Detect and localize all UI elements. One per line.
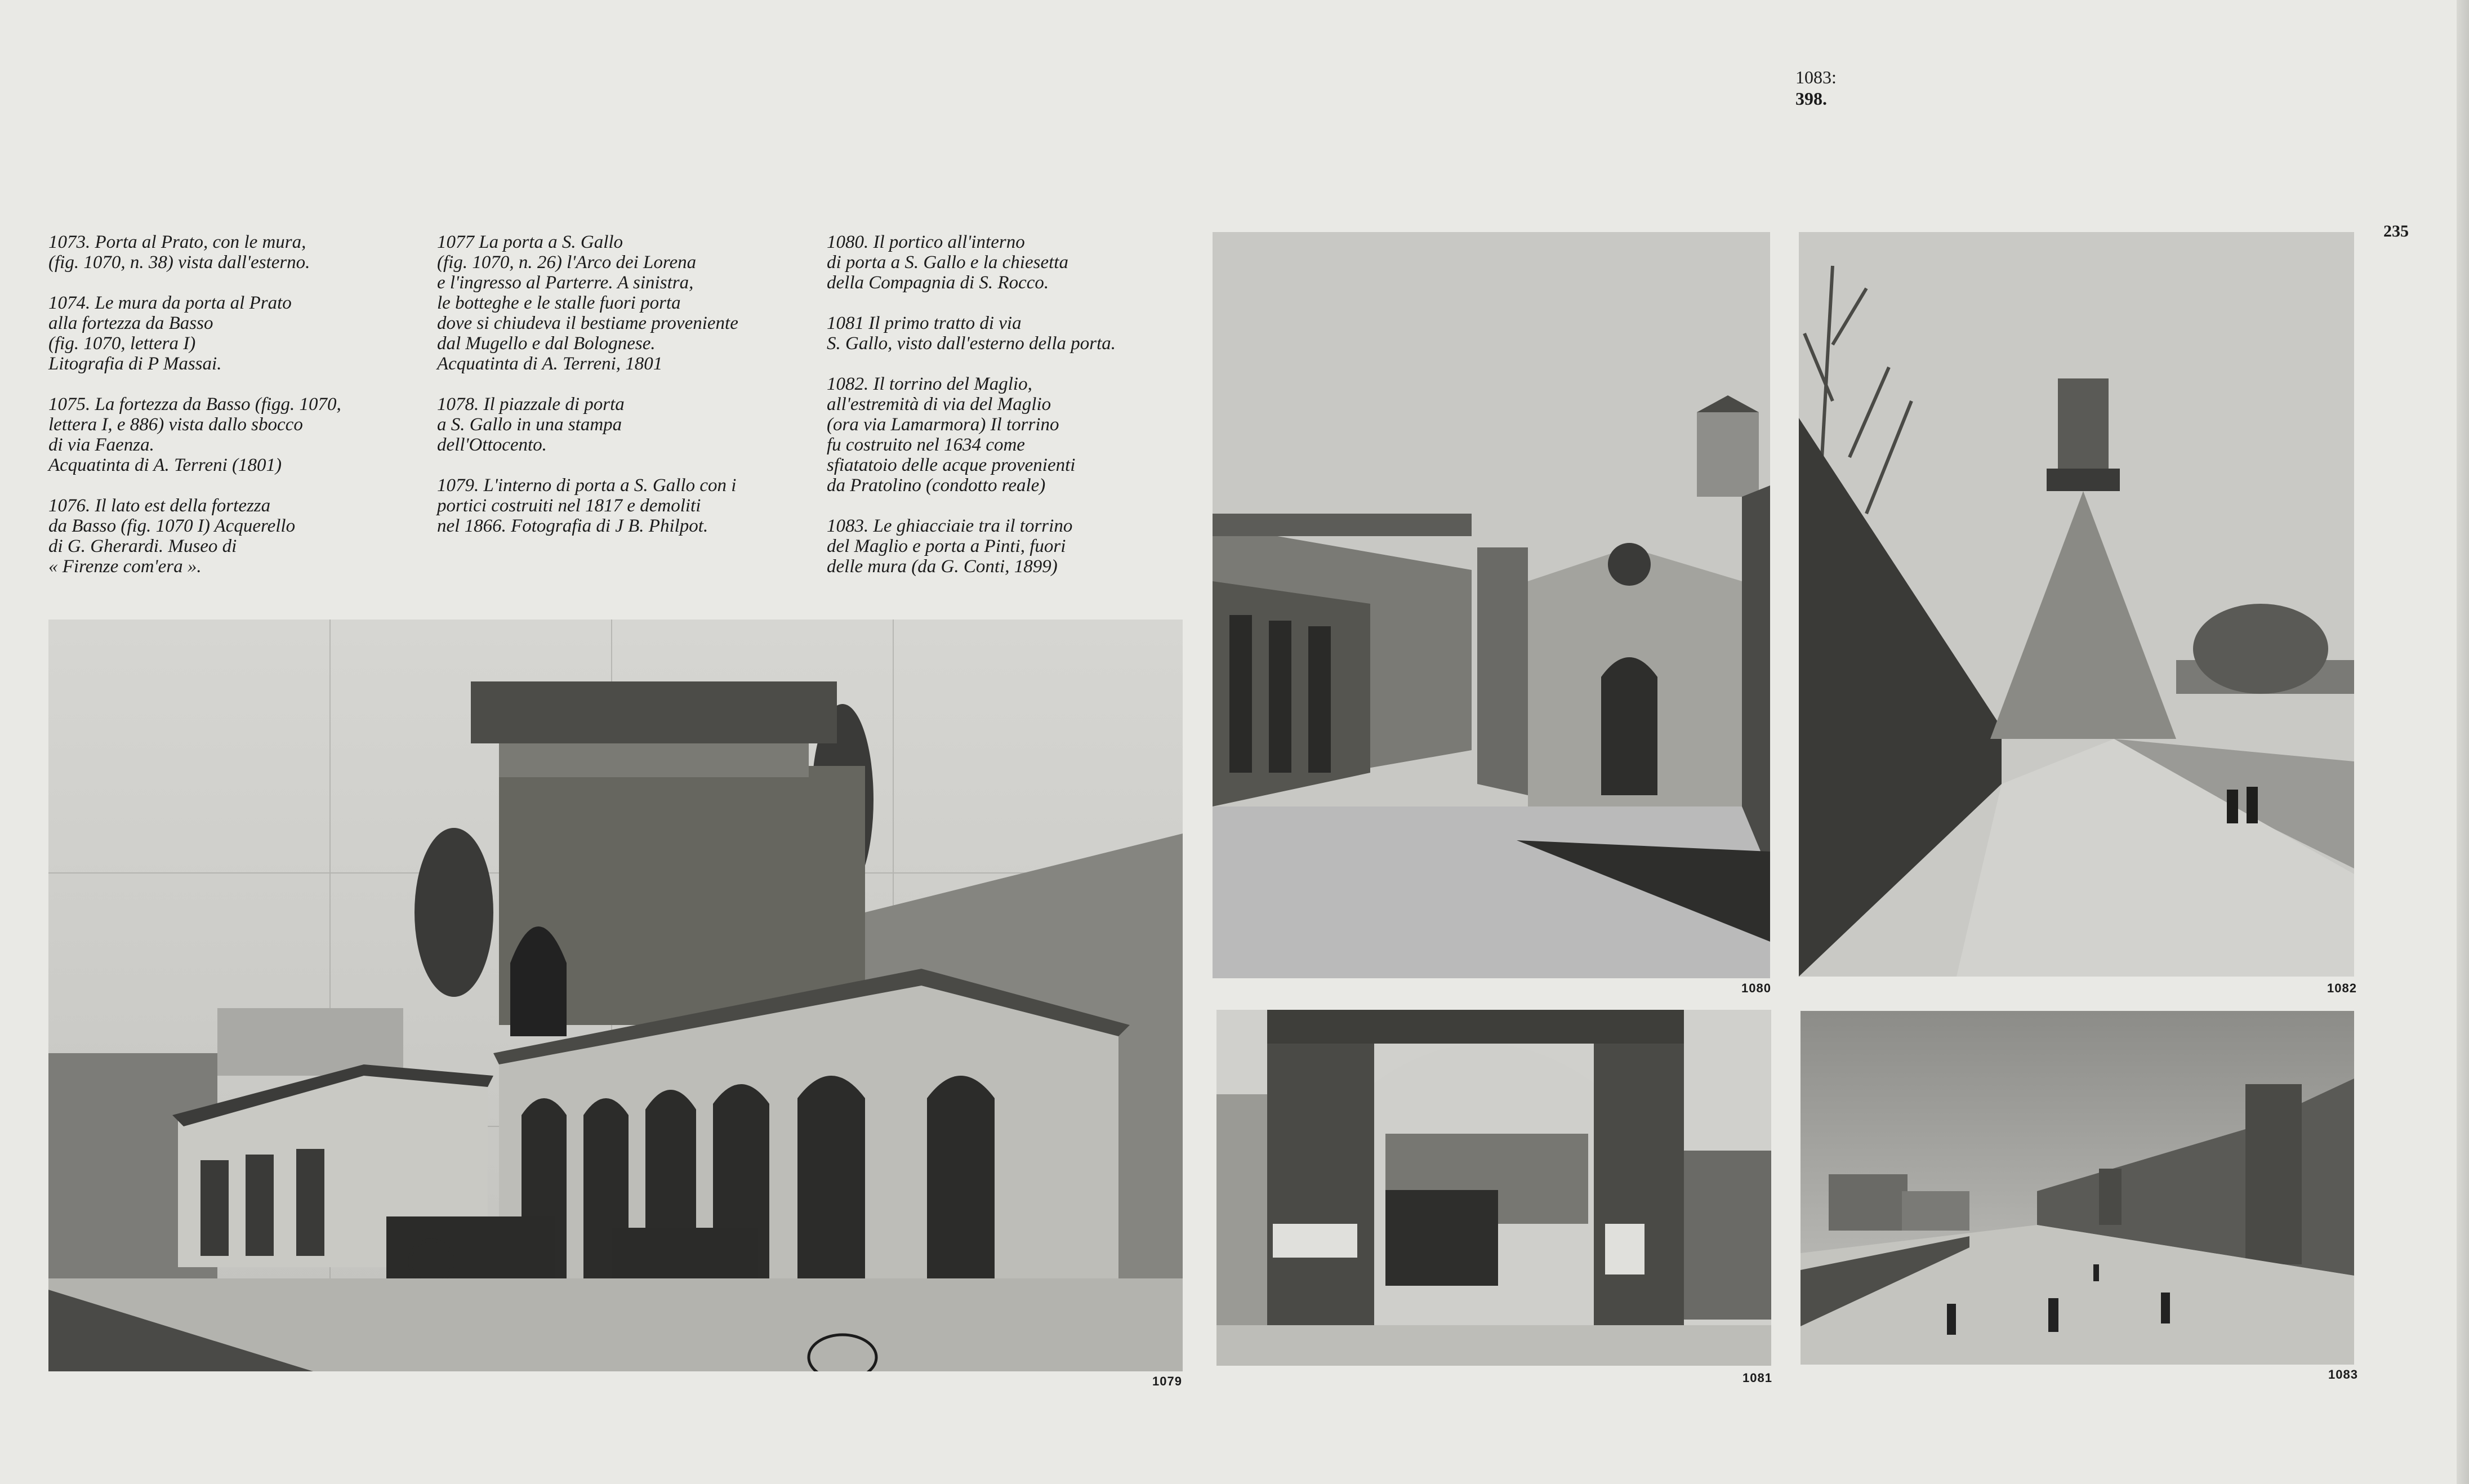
caption-1080: 1080. Il portico all'interno di porta a S. Gallo e la chiesetta della Compagnia di S. Rocco.: [827, 232, 1068, 293]
photo-1083: [1801, 1011, 2354, 1365]
figure-number-1080: 1080: [1741, 981, 1771, 995]
caption-column-1: [48, 232, 415, 597]
header-ref-line2: 398.: [1795, 88, 1827, 109]
photo-1080: [1213, 232, 1770, 978]
photo-1079: [48, 620, 1183, 1371]
caption-1073: 1073. Porta al Prato, con le mura, (fig. 1070, n. 38) vista dall'esterno.: [48, 232, 310, 273]
caption-1075: 1075. La fortezza da Basso (figg. 1070, lettera I, e 886) vista dallo sbocco di via Faenza. Acquatinta di A. Terreni (1801): [48, 394, 341, 475]
caption-1076: 1076. Il lato est della fortezza da Basso (fig. 1070 I) Acquerello di G. Gherardi. Museo di « Firenze com'era ».: [48, 496, 296, 577]
caption-1077: 1077 La porta a S. Gallo (fig. 1070, n. 26) l'Arco dei Lorena e l'ingresso al Parterre. A sinistra, le botteghe e le stalle fuori porta dove si chiudeva il bestiame proveniente dal Mugello e dal Bolognese. Acquatinta di A. Terreni, 1801: [437, 232, 738, 374]
page-edge: [2457, 0, 2469, 1484]
caption-column-2: [437, 232, 814, 556]
caption-1081: 1081 Il primo tratto di via S. Gallo, visto dall'esterno della porta.: [827, 313, 1116, 354]
photo-1081: [1216, 1010, 1771, 1366]
caption-1074: 1074. Le mura da porta al Prato alla fortezza da Basso (fig. 1070, lettera I) Litografia di P Massai.: [48, 293, 292, 374]
caption-1078: 1078. Il piazzale di porta a S. Gallo in una stampa dell'Ottocento.: [437, 394, 625, 455]
caption-1083: 1083. Le ghiacciaie tra il torrino del Maglio e porta a Pinti, fuori delle mura (da G. Conti, 1899): [827, 516, 1073, 577]
header-reference: [1795, 66, 1837, 109]
page-number: 235: [2383, 222, 2409, 240]
caption-1079: 1079. L'interno di porta a S. Gallo con i portici costruiti nel 1817 e demoliti nel 1866. Fotografia di J B. Philpot.: [437, 475, 737, 536]
caption-column-3: [827, 232, 1198, 597]
caption-1082: 1082. Il torrino del Maglio, all'estremità di via del Maglio (ora via Lamarmora) Il torrino fu costruito nel 1634 come sfiatatoio delle acque provenienti da Pratolino (condotto reale): [827, 374, 1076, 496]
figure-number-1082: 1082: [2327, 981, 2357, 995]
figure-number-1083: 1083: [2328, 1367, 2358, 1381]
figure-number-1079: 1079: [1152, 1374, 1182, 1388]
header-ref-line1: 1083:: [1795, 67, 1837, 87]
photo-1082: [1799, 232, 2354, 977]
figure-number-1081: 1081: [1742, 1371, 1772, 1385]
